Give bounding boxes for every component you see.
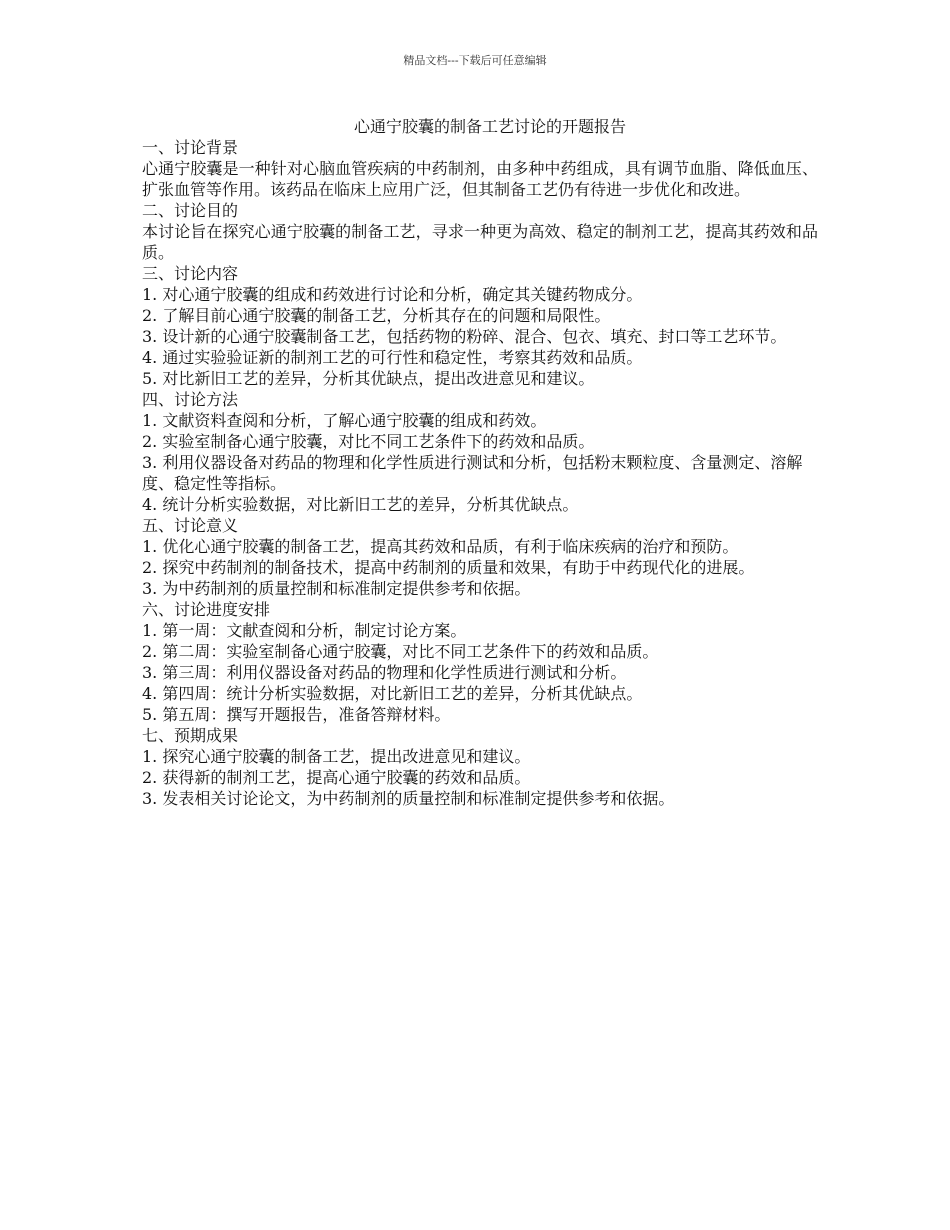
- list-item: 2. 获得新的制剂工艺，提高心通宁胶囊的药效和品质。: [142, 768, 531, 787]
- list-item: 1. 第一周：文献查阅和分析，制定讨论方案。: [142, 621, 467, 640]
- list-item: 1. 优化心通宁胶囊的制备工艺，提高其药效和品质，有利于临床疾病的治疗和预防。: [142, 537, 739, 556]
- list-item: 4. 第四周：统计分析实验数据，对比新旧工艺的差异，分析其优缺点。: [142, 684, 643, 703]
- section-heading-schedule: 六、讨论进度安排: [142, 600, 271, 619]
- document-title: 心通宁胶囊的制备工艺讨论的开题报告: [353, 117, 626, 136]
- list-item: 3. 利用仪器设备对药品的物理和化学性质进行测试和分析，包括粉末颗粒度、含量测定、溶解度、稳定性等指标。: [142, 453, 803, 493]
- section-paragraph-purpose: 本讨论旨在探究心通宁胶囊的制备工艺，寻求一种更为高效、稳定的制剂工艺，提高其药效和品质。: [142, 222, 818, 262]
- section-heading-background: 一、讨论背景: [142, 138, 239, 157]
- section-heading-outcomes: 七、预期成果: [142, 726, 239, 745]
- list-item: 3. 设计新的心通宁胶囊制备工艺，包括药物的粉碎、混合、包衣、填充、封口等工艺环节。: [142, 327, 787, 346]
- document-body: [142, 116, 818, 809]
- list-item: 5. 第五周：撰写开题报告，准备答辩材料。: [142, 705, 451, 724]
- list-item: 2. 了解目前心通宁胶囊的制备工艺，分析其存在的问题和局限性。: [142, 306, 611, 325]
- list-item: 3. 第三周：利用仪器设备对药品的物理和化学性质进行测试和分析。: [142, 663, 627, 682]
- list-item: 5. 对比新旧工艺的差异，分析其优缺点，提出改进意见和建议。: [142, 369, 595, 388]
- section-heading-methods: 四、讨论方法: [142, 390, 239, 409]
- list-item: 2. 实验室制备心通宁胶囊，对比不同工艺条件下的药效和品质。: [142, 432, 595, 451]
- list-item: 1. 对心通宁胶囊的组成和药效进行讨论和分析，确定其关键药物成分。: [142, 285, 643, 304]
- page-header: 精品文档---下载后可任意编辑: [403, 54, 547, 67]
- list-item: 3. 为中药制剂的质量控制和标准制定提供参考和依据。: [142, 579, 531, 598]
- list-item: 2. 第二周：实验室制备心通宁胶囊，对比不同工艺条件下的药效和品质。: [142, 642, 659, 661]
- section-heading-purpose: 二、讨论目的: [142, 201, 239, 220]
- list-item: 1. 文献资料查阅和分析，了解心通宁胶囊的组成和药效。: [142, 411, 547, 430]
- section-heading-content: 三、讨论内容: [142, 264, 239, 283]
- list-item: 1. 探究心通宁胶囊的制备工艺，提出改进意见和建议。: [142, 747, 531, 766]
- section-heading-significance: 五、讨论意义: [142, 516, 239, 535]
- list-item: 4. 通过实验验证新的制剂工艺的可行性和稳定性，考察其药效和品质。: [142, 348, 643, 367]
- list-item: 3. 发表相关讨论论文，为中药制剂的质量控制和标准制定提供参考和依据。: [142, 789, 675, 808]
- list-item: 2. 探究中药制剂的制备技术，提高中药制剂的质量和效果，有助于中药现代化的进展。: [142, 558, 755, 577]
- section-paragraph-background: 心通宁胶囊是一种针对心脑血管疾病的中药制剂，由多种中药组成，具有调节血脂、降低血压、扩张血管等作用。该药品在临床上应用广泛，但其制备工艺仍有待进一步优化和改进。: [142, 159, 818, 199]
- list-item: 4. 统计分析实验数据，对比新旧工艺的差异，分析其优缺点。: [142, 495, 579, 514]
